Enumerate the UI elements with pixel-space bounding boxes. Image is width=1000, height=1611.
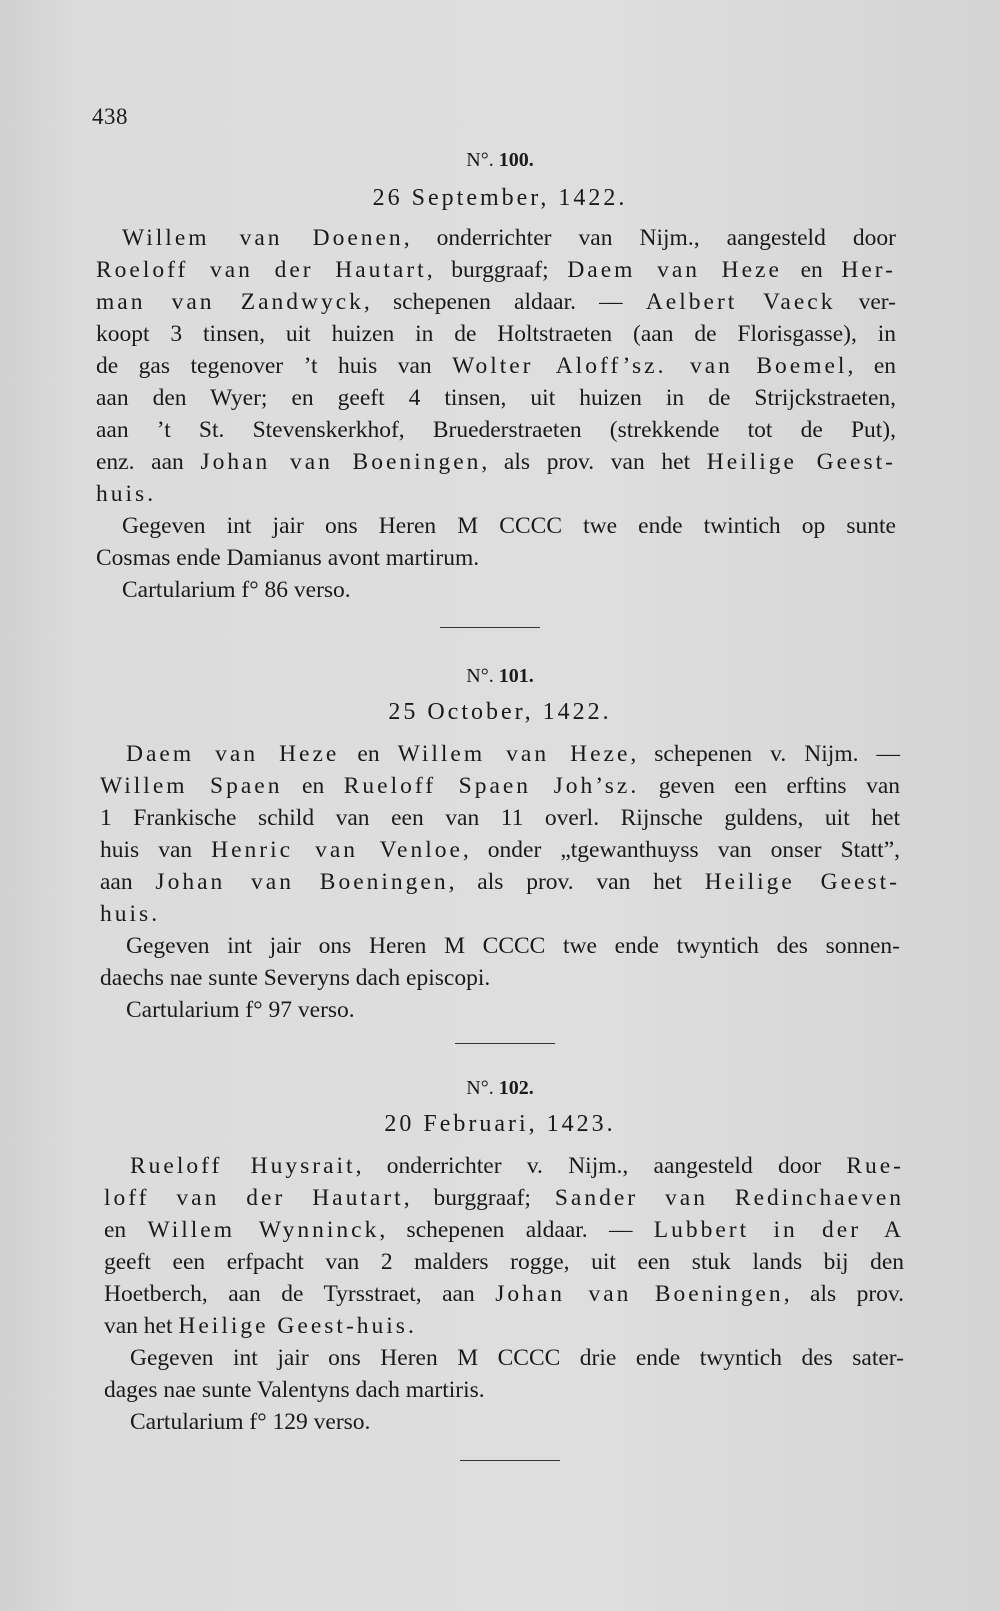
text-line	[96, 286, 896, 318]
entry-101-body	[100, 738, 900, 1026]
text-line	[100, 802, 900, 834]
person-name: Willem van Doenen	[122, 225, 404, 251]
entry-number-value: 100.	[498, 149, 534, 171]
text-segment: , als prov. van het	[448, 869, 705, 895]
text-segment: en	[282, 773, 344, 799]
text-segment: de gas tegenover ’t huis van	[96, 353, 453, 379]
person-name: Rue-	[846, 1153, 905, 1179]
person-name: Lubbert in der A	[653, 1217, 904, 1243]
entry-date: 25 October, 1422.	[388, 699, 612, 725]
text-line	[104, 1214, 904, 1246]
person-name: Her-	[841, 257, 896, 283]
text-segment: , onder „tgewanthuyss van onser Statt”,	[462, 837, 900, 863]
text-segment: .	[151, 901, 158, 927]
text-segment: ver-	[835, 289, 896, 315]
text-segment: en	[104, 1217, 148, 1243]
entry-102	[0, 1072, 1000, 1142]
text-segment: enz. aan	[96, 449, 201, 475]
text-segment: aan ’t St. Stevenskerkhof, Bruederstraeten (strekkende tot de Put),	[96, 417, 896, 443]
text-segment: , burggraaf;	[426, 257, 568, 283]
text-segment: .	[407, 1313, 414, 1339]
text-line	[104, 1278, 904, 1310]
person-name: Henric van Venloe	[211, 837, 463, 863]
text-segment: en	[781, 257, 842, 283]
person-name: Johan van Boeningen	[155, 869, 449, 895]
text-line	[96, 222, 896, 254]
person-name: Heilige Geest-	[706, 449, 896, 475]
text-segment: , schepenen v. Nijm. —	[630, 741, 900, 767]
text-segment: aan	[100, 869, 156, 895]
person-name: Sander van Redinchaeven	[554, 1185, 904, 1211]
text-segment: .	[147, 481, 154, 507]
given-line: daechs nae sunte Severyns dach episcopi.	[100, 965, 491, 991]
entry-number-value: 101.	[498, 665, 534, 687]
text-segment: , onderrichter v. Nijm., aangesteld door	[355, 1153, 847, 1179]
person-name: man van Zandwyck	[96, 289, 364, 315]
text-line	[96, 254, 896, 286]
person-name: Rueloff Spaen Joh’sz.	[343, 773, 640, 799]
text-line	[96, 446, 896, 478]
given-line: Gegeven int jair ons Heren M CCCC twe ende twintich op sunte	[122, 513, 896, 539]
person-name: Heilige Geest-huis	[178, 1313, 408, 1339]
text-line	[104, 1310, 904, 1342]
text-segment: Hoetberch, aan de Tyrsstraet, aan	[104, 1281, 496, 1307]
entry-number-value: 102.	[498, 1077, 534, 1099]
entry-100	[0, 144, 1000, 216]
person-name: Johan van Boeningen	[495, 1281, 784, 1307]
text-segment: , burggraaf;	[403, 1185, 555, 1211]
text-line	[100, 770, 900, 802]
source-reference: Cartularium f° 129 verso.	[130, 1409, 371, 1435]
text-segment: , onderrichter van Nijm., aangesteld door	[403, 225, 896, 251]
entry-number-prefix: N°.	[466, 149, 494, 171]
text-line	[96, 478, 896, 510]
text-segment: huis van	[100, 837, 212, 863]
entry-number	[0, 660, 1000, 692]
given-line: Gegeven int jair ons Heren M CCCC drie ende twyntich des sater-	[130, 1345, 904, 1371]
entry-number	[0, 144, 1000, 176]
text-segment: geven een erftins van	[639, 773, 900, 799]
text-segment: , schepenen aldaar. —	[363, 289, 646, 315]
person-name: Daem van Heze	[126, 741, 340, 767]
text-segment: koopt 3 tinsen, uit huizen in de Holtstraeten (aan de Florisgasse), in	[96, 321, 896, 347]
text-line	[100, 834, 900, 866]
given-line: Cosmas ende Damianus avont martirum.	[96, 545, 480, 571]
text-line	[96, 350, 896, 382]
separator-rule	[460, 1460, 560, 1461]
text-segment: , als prov. van het	[481, 449, 707, 475]
text-line	[96, 382, 896, 414]
person-name: Aelbert Vaeck	[645, 289, 836, 315]
entry-number-prefix: N°.	[466, 1077, 494, 1099]
text-segment: van het	[104, 1313, 179, 1339]
person-name: Willem Wynninck	[147, 1217, 380, 1243]
page-number: 438	[92, 104, 128, 129]
text-segment: , als prov.	[783, 1281, 905, 1307]
person-name: Willem Spaen	[100, 773, 283, 799]
text-line	[100, 898, 900, 930]
given-line: dages nae sunte Valentyns dach martiris.	[104, 1377, 485, 1403]
entry-date: 20 Februari, 1423.	[384, 1111, 616, 1137]
text-segment: 1 Frankische schild van een van 11 overl. Rijnsche guldens, uit het	[100, 805, 900, 831]
person-name: Heilige Geest-	[704, 869, 900, 895]
text-line	[96, 414, 896, 446]
source-reference: Cartularium f° 97 verso.	[126, 997, 355, 1023]
text-line	[104, 1246, 904, 1278]
text-line	[104, 1182, 904, 1214]
text-segment: aan den Wyer; en geeft 4 tinsen, uit huizen in de Strijckstraeten,	[96, 385, 896, 411]
entry-101	[0, 660, 1000, 730]
separator-rule	[455, 1043, 555, 1044]
text-segment: , en	[847, 353, 897, 379]
person-name: Wolter Aloff’sz. van Boemel	[452, 353, 848, 379]
person-name: Rueloff Huysrait	[130, 1153, 356, 1179]
source-reference: Cartularium f° 86 verso.	[122, 577, 351, 603]
text-segment: , schepenen aldaar. —	[379, 1217, 654, 1243]
person-name: Daem van Heze	[567, 257, 782, 283]
person-name: huis	[100, 901, 152, 927]
text-segment: geeft een erfpacht van 2 malders rogge, uit een stuk lands bij den	[104, 1249, 904, 1275]
person-name: Willem van Heze	[397, 741, 631, 767]
separator-rule	[440, 627, 540, 628]
entry-date: 26 September, 1422.	[372, 185, 628, 211]
entry-100-body	[96, 222, 896, 606]
text-line	[100, 738, 900, 770]
person-name: Johan van Boeningen	[200, 449, 482, 475]
person-name: Roeloff van der Hautart	[96, 257, 427, 283]
person-name: loff van der Hautart	[104, 1185, 404, 1211]
text-line	[96, 318, 896, 350]
text-line	[104, 1150, 904, 1182]
text-line	[100, 866, 900, 898]
person-name: huis	[96, 481, 148, 507]
entry-number-prefix: N°.	[466, 665, 494, 687]
entry-102-body	[104, 1150, 904, 1438]
entry-number	[0, 1072, 1000, 1104]
text-segment: en	[339, 741, 398, 767]
given-line: Gegeven int jair ons Heren M CCCC twe ende twyntich des sonnen-	[126, 933, 900, 959]
